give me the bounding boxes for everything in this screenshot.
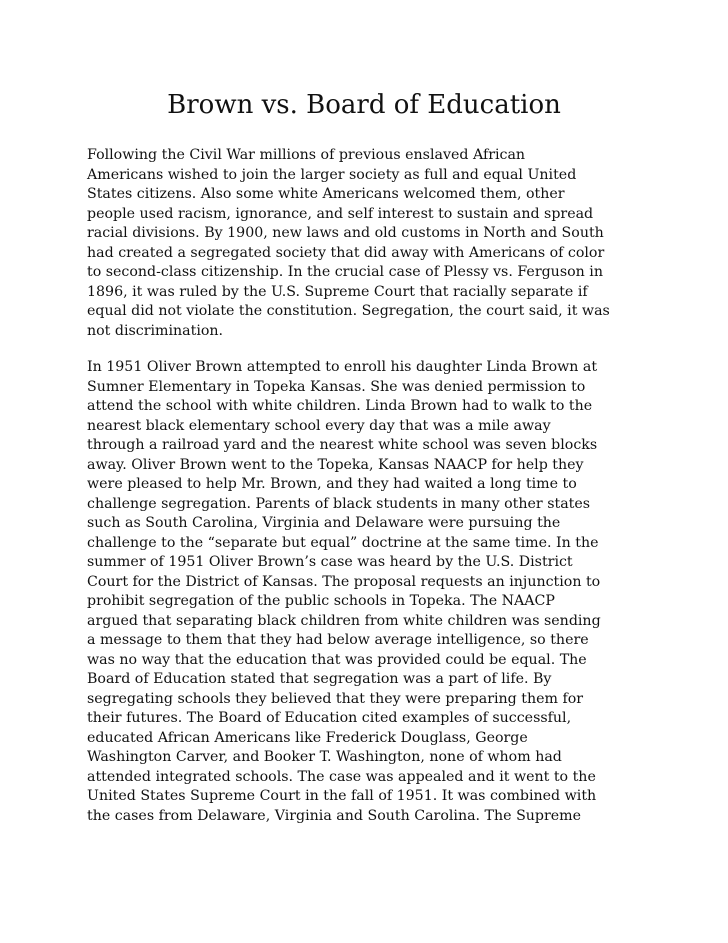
paragraph-line: such as South Carolina, Virginia and Delaware were pursuing the (87, 515, 561, 531)
paragraph-line: through a railroad yard and the nearest white school was seven blocks (87, 437, 598, 453)
paragraph-line: were pleased to help Mr. Brown, and they had waited a long time to (87, 476, 577, 492)
paragraph-line: challenge segregation. Parents of black students in many other states (87, 495, 591, 512)
paragraph-line: States citizens. Also some white Americans welcomed them, other (87, 186, 565, 202)
paragraph-line: had created a segregated society that did away with Americans of color (87, 244, 605, 261)
paragraph-line: In 1951 Oliver Brown attempted to enroll his daughter Linda Brown at (87, 359, 598, 375)
paragraph-line: was no way that the education that was provided could be equal. The (87, 651, 587, 668)
paragraph-line: summer of 1951 Oliver Brown’s case was heard by the U.S. District (87, 554, 573, 570)
paragraph-line: 1896, it was ruled by the U.S. Supreme Court that racially separate if (87, 283, 588, 300)
paragraph-line: nearest black elementary school every day that was a mile away (87, 417, 551, 434)
paragraph-line: their futures. The Board of Education cited examples of successful, (87, 710, 572, 726)
paragraph-line: prohibit segregation of the public schools in Topeka. The NAACP (87, 593, 555, 609)
paragraph-line: away. Oliver Brown went to the Topeka, Kansas NAACP for help they (87, 456, 584, 473)
paragraph-line: people used racism, ignorance, and self interest to sustain and spread (87, 205, 594, 222)
paragraph-line: to second-class citizenship. In the crucial case of Plessy vs. Ferguson in (87, 264, 603, 280)
paragraph-line: Americans wished to join the larger society as full and equal United (87, 166, 577, 183)
paragraph-line: challenge to the “separate but equal” doctrine at the same time. In the (87, 534, 599, 551)
paragraph-line: educated African Americans like Frederick Douglass, George (87, 729, 528, 746)
paragraph-line: racial divisions. By 1900, new laws and old customs in North and South (87, 225, 604, 241)
paragraph-line: attend the school with white children. Linda Brown had to walk to the (87, 398, 593, 414)
paragraph-line: Sumner Elementary in Topeka Kansas. She was denied permission to (87, 378, 586, 395)
paragraph-line: Board of Education stated that segregation was a part of life. By (87, 671, 552, 687)
paragraph-line: a message to them that they had below average intelligence, so there (87, 632, 589, 648)
paragraph-line: segregating schools they believed that they were preparing them for (87, 690, 584, 707)
paragraph-line: United States Supreme Court in the fall of 1951. It was combined with (87, 788, 597, 804)
paragraph-2 (87, 358, 647, 826)
paragraph-line: Following the Civil War millions of previous enslaved African (87, 147, 526, 163)
paragraph-line: argued that separating black children from white children was sending (87, 612, 601, 629)
paragraph-line: attended integrated schools. The case was appealed and it went to the (87, 768, 596, 785)
paragraph-1 (87, 146, 647, 341)
paragraph-line: Washington Carver, and Booker T. Washington, none of whom had (87, 749, 562, 765)
paragraph-line: the cases from Delaware, Virginia and South Carolina. The Supreme (87, 807, 582, 824)
paragraph-line: not discrimination. (87, 322, 224, 339)
paragraph-line: Court for the District of Kansas. The proposal requests an injunction to (87, 573, 601, 590)
paragraph-line: equal did not violate the constitution. Segregation, the court said, it was (87, 303, 610, 319)
document-title: Brown vs. Board of Education (167, 90, 561, 120)
